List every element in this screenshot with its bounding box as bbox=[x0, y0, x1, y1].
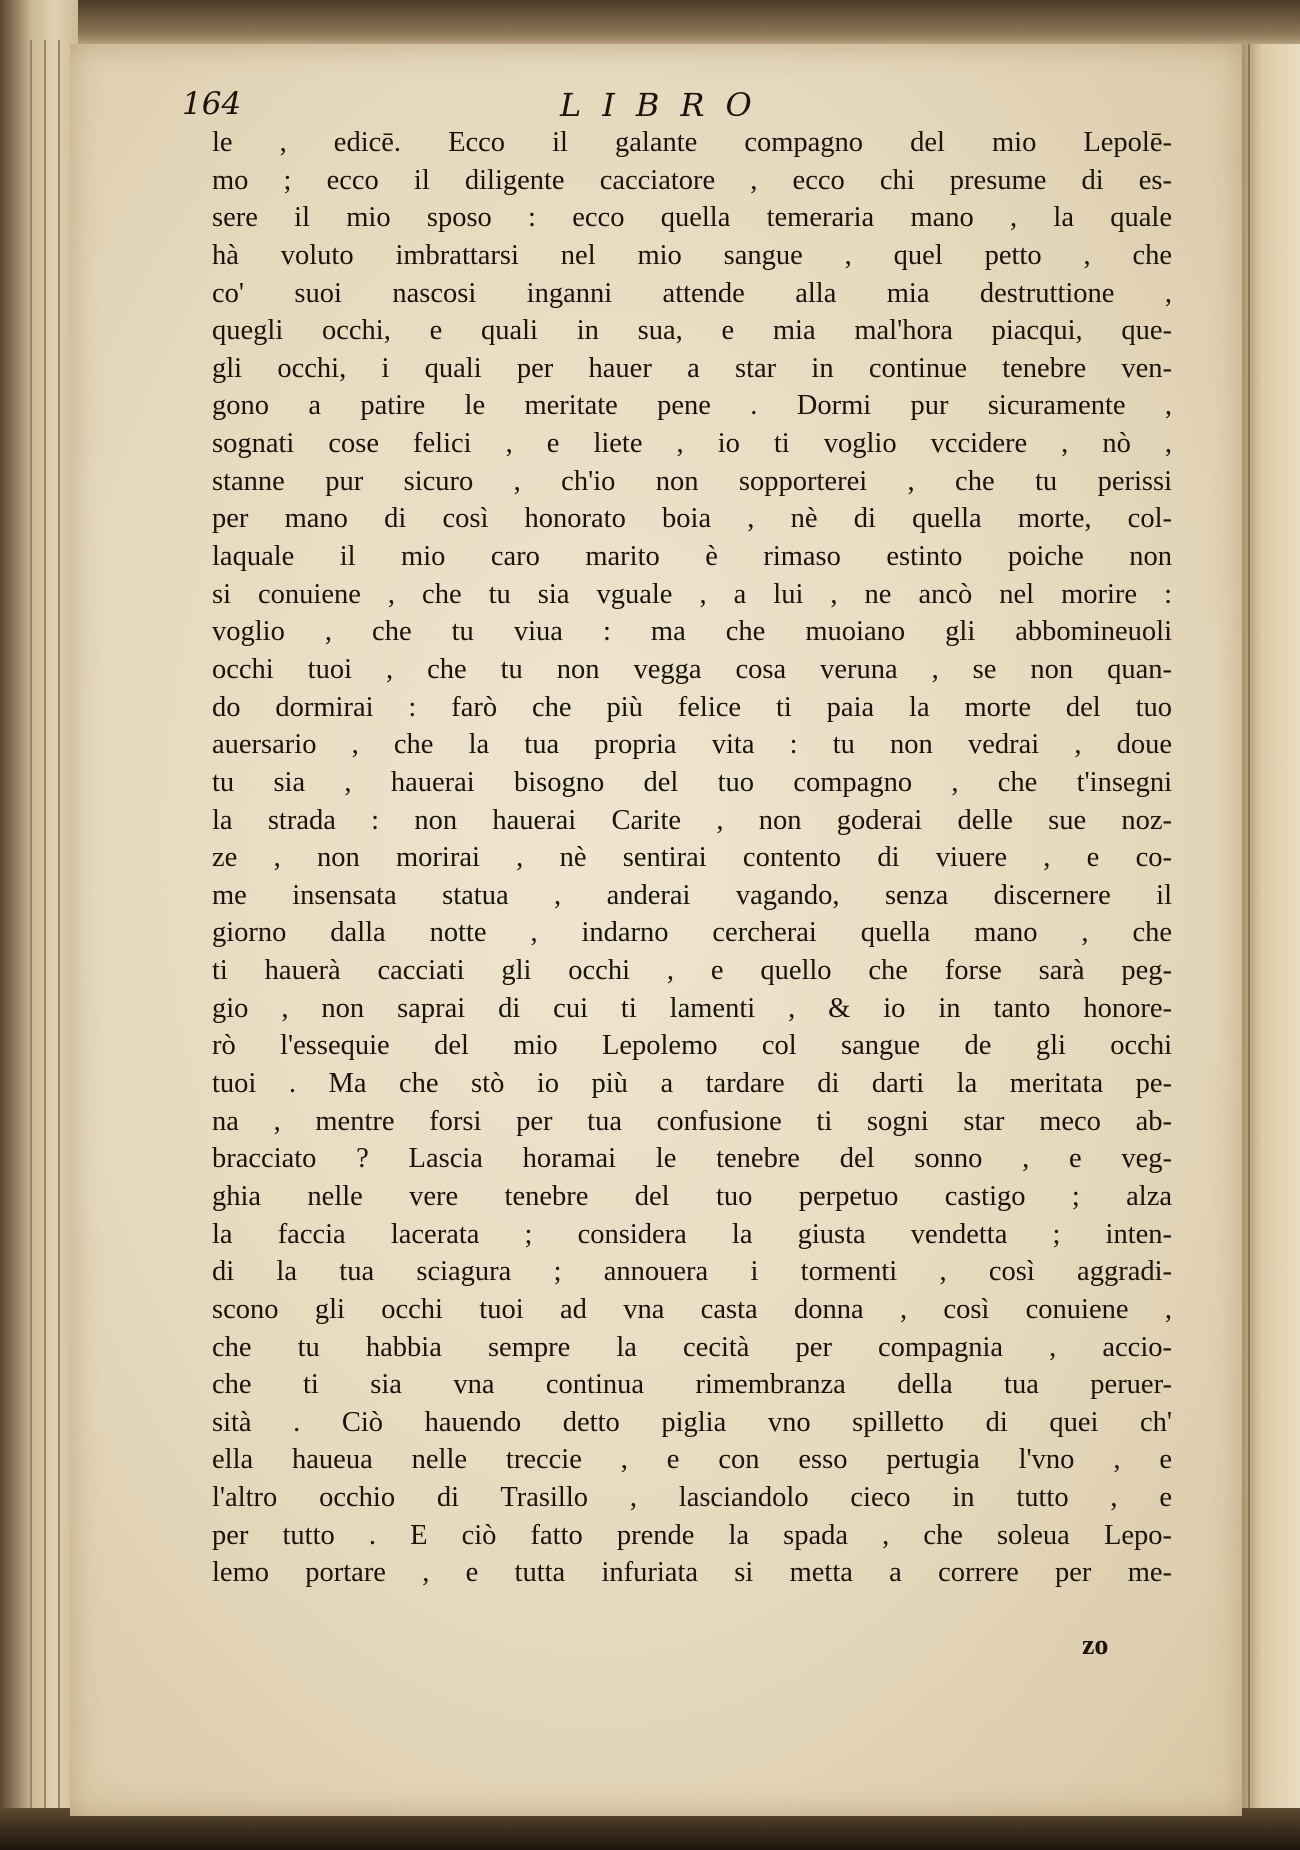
text-line: ghia nelle vere tenebre del tuo perpetuo castigo ; alza bbox=[212, 1180, 1172, 1212]
text-line: gio , non saprai di cui ti lamenti , & io in tanto honore- bbox=[212, 992, 1172, 1024]
book-binding-left bbox=[0, 0, 78, 1850]
book-top-edge bbox=[0, 0, 1300, 48]
text-line: hà voluto imbrattarsi nel mio sangue , quel petto , che bbox=[212, 239, 1172, 271]
book-page-stack-right bbox=[1242, 44, 1300, 1816]
page-number: 164 bbox=[182, 86, 242, 122]
text-line: scono gli occhi tuoi ad vna casta donna , così conuiene , bbox=[212, 1293, 1172, 1325]
text-line: si conuiene , che tu sia vguale , a lui , ne ancò nel morire : bbox=[212, 578, 1172, 610]
text-line: stanne pur sicuro , ch'io non sopporterei , che tu perissi bbox=[212, 465, 1172, 497]
text-line: giorno dalla notte , indarno cercherai quella mano , che bbox=[212, 917, 1172, 949]
text-line: per mano di così honorato boia , nè di quella morte, col- bbox=[212, 503, 1172, 535]
text-line: sognati cose felici , e liete , io ti voglio vccidere , nò , bbox=[212, 428, 1172, 460]
text-line: gli occhi, i quali per hauer a star in continue tenebre ven- bbox=[212, 352, 1172, 384]
text-line: la faccia lacerata ; considera la giusta vendetta ; inten- bbox=[212, 1218, 1172, 1250]
body-text bbox=[212, 124, 1172, 1592]
text-line: le , edicē. Ecco il galante compagno del mio Lepolē- bbox=[212, 127, 1172, 158]
text-line: ella haueua nelle treccie , e con esso pertugia l'vno , e bbox=[212, 1444, 1172, 1476]
text-line: che ti sia vna continua rimembranza della tua peruer- bbox=[212, 1369, 1172, 1401]
page-stack-line bbox=[30, 40, 32, 1820]
page-stack-line bbox=[44, 40, 46, 1820]
text-line: auersario , che la tua propria vita : tu non vedrai , doue bbox=[212, 729, 1172, 761]
text-line: me insensata statua , anderai vagando, senza discernere il bbox=[212, 879, 1172, 911]
text-line: l'altro occhio di Trasillo , lasciandolo cieco in tutto , e bbox=[212, 1482, 1172, 1514]
text-line: per tutto . E ciò fatto prende la spada , che soleua Lepo- bbox=[212, 1519, 1172, 1551]
text-line: lemo portare , e tutta infuriata si metta a correre per me- bbox=[212, 1557, 1172, 1589]
text-line: di la tua sciagura ; annouera i tormenti , così aggradi- bbox=[212, 1256, 1172, 1288]
text-line: che tu habbia sempre la cecità per compagnia , accio- bbox=[212, 1331, 1172, 1363]
page-stack-line bbox=[58, 40, 60, 1820]
text-line: tuoi . Ma che stò io più a tardare di darti la meritata pe- bbox=[212, 1068, 1172, 1100]
text-line: voglio , che tu viua : ma che muoiano gli abbomineuoli bbox=[212, 616, 1172, 648]
text-line: ti hauerà cacciati gli occhi , e quello che forse sarà peg- bbox=[212, 955, 1172, 987]
catchword: zo bbox=[1082, 1630, 1109, 1661]
text-line: la strada : non hauerai Carite , non goderai delle sue noz- bbox=[212, 804, 1172, 836]
text-line: quegli occhi, e quali in sua, e mia mal'hora piacqui, que- bbox=[212, 315, 1172, 347]
text-line: bracciato ? Lascia horamai le tenebre del sonno , e veg- bbox=[212, 1143, 1172, 1175]
text-line: occhi tuoi , che tu non vegga cosa veruna , se non quan- bbox=[212, 653, 1172, 685]
text-line: rò l'essequie del mio Lepolemo col sangue de gli occhi bbox=[212, 1030, 1172, 1062]
text-line: ze , non morirai , nè sentirai contento di viuere , e co- bbox=[212, 842, 1172, 874]
text-line: mo ; ecco il diligente cacciatore , ecco chi presume di es- bbox=[212, 164, 1172, 196]
text-line: do dormirai : farò che più felice ti paia la morte del tuo bbox=[212, 691, 1172, 723]
text-line: tu sia , hauerai bisogno del tuo compagno , che t'insegni bbox=[212, 766, 1172, 798]
running-head: LIBRO bbox=[560, 86, 773, 124]
text-line: sità . Ciò hauendo detto piglia vno spilletto di quei ch' bbox=[212, 1406, 1172, 1438]
text-line: co' suoi nascosi inganni attende alla mia destruttione , bbox=[212, 277, 1172, 309]
text-line: laquale il mio caro marito è rimaso estinto poiche non bbox=[212, 541, 1172, 573]
text-line: sere il mio sposo : ecco quella temeraria mano , la quale bbox=[212, 202, 1172, 234]
text-line: na , mentre forsi per tua confusione ti sogni star meco ab- bbox=[212, 1105, 1172, 1137]
text-line: gono a patire le meritate pene . Dormi pur sicuramente , bbox=[212, 390, 1172, 422]
